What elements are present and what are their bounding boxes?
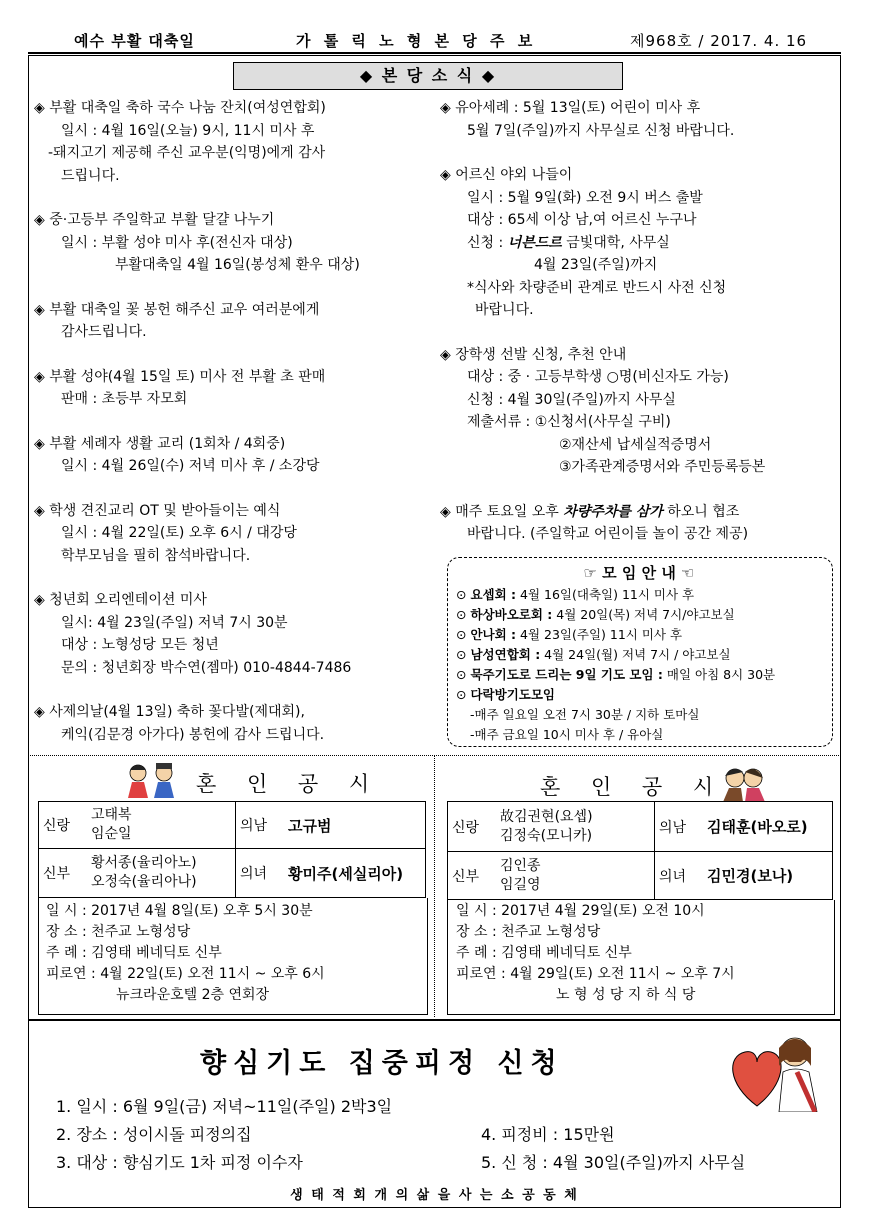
meeting-item	[456, 645, 775, 665]
wedding-left-title: 혼 인 공 시	[196, 772, 382, 796]
news-text: ◈ 매주 토요일 오후	[440, 503, 564, 520]
news-title: ◈ 사제의날(4월 13일) 축하 꽃다발(제대회),	[34, 704, 305, 720]
news-line: 감사드립니다.	[61, 324, 147, 340]
parent-name: 오정숙(율리아나)	[91, 874, 197, 890]
retreat-item-apply: 5. 신 청 : 4월 30일(주일)까지 사무실	[481, 1153, 746, 1172]
bride-parents	[496, 852, 655, 900]
retreat-title: 향심기도 집중피정 신청	[200, 1048, 564, 1079]
bride-name: 황미주(세실리아)	[284, 849, 426, 898]
bride-label: 신부	[448, 852, 497, 900]
news-line: 대상 : 노형성당 모든 청년	[61, 637, 219, 653]
footer-motto: 생 태 적 회 개 의 삶 을 사 는 소 공 동 체	[290, 1188, 579, 1203]
detail-line: 일 시 : 2017년 4월 29일(토) 오전 10시	[456, 903, 705, 919]
handwritten-text: 너븐드르	[507, 234, 562, 251]
news-line: ②재산세 납세실적증명서	[559, 436, 712, 453]
left-news-column	[34, 97, 360, 768]
meeting-item	[456, 605, 775, 625]
meeting-detail: 매일 아침 8시 30분	[662, 667, 776, 682]
meeting-item	[456, 585, 775, 605]
news-text: 신청 :	[467, 234, 508, 251]
detail-line: 피로연 : 4월 22일(토) 오전 11시 ~ 오후 6시	[46, 966, 325, 982]
wedding-left-table	[38, 801, 426, 898]
meeting-detail: 4월 16일(대축일) 11시 미사 후	[516, 587, 695, 602]
couple-kiss-illustration-icon	[719, 764, 769, 802]
news-title	[440, 501, 765, 524]
news-line: 일시 : 4월 26일(수) 저녁 미사 후 / 소강당	[61, 458, 320, 474]
meeting-detail: 4월 24일(월) 저녁 7시 / 야고보실	[540, 647, 731, 662]
header-rule	[28, 52, 841, 54]
header-title: 가 톨 릭 노 형 본 당 주 보	[296, 32, 537, 50]
news-line: 일시 : 부활 성야 미사 후(전신자 대상)	[61, 234, 293, 251]
news-line: 제출서류 : ①신청서(사무실 구비)	[467, 414, 671, 430]
meeting-name: 안나회 :	[470, 627, 517, 642]
groom-label: 신랑	[39, 802, 88, 849]
handwritten-text: 차량주차를 삼가	[563, 503, 663, 520]
parent-name: 고태복	[91, 807, 132, 823]
groom-label: 신랑	[448, 802, 497, 852]
parent-name: 임길영	[500, 876, 541, 893]
news-title: ◈ 어르신 야외 나들이	[440, 167, 573, 183]
bride-name: 김민경(보나)	[703, 852, 833, 900]
parent-name: 임순일	[91, 826, 132, 842]
bride-relation: 의녀	[655, 852, 704, 900]
groom-name: 김태훈(바오로)	[703, 802, 833, 852]
news-item-youth	[34, 589, 360, 679]
parent-name: 김인종	[500, 857, 541, 874]
news-line: 판매 : 초등부 자모회	[61, 391, 188, 407]
news-line: 바랍니다. (주일학교 어린이들 놀이 공간 제공)	[467, 526, 749, 542]
news-item-catechism	[34, 433, 360, 478]
news-text: 하오니 협조	[662, 503, 740, 520]
parent-name: 황서종(율리아노)	[91, 855, 197, 871]
news-title: ◈ 중·고등부 주일학교 부활 달걀 나누기	[34, 212, 275, 228]
news-line: *식사와 차량준비 관계로 반드시 사전 신청	[467, 279, 727, 296]
parent-name: 김정숙(모니카)	[500, 827, 593, 844]
news-line: 부활대축일 4월 16일(봉성체 환우 대상)	[115, 257, 360, 273]
bullet-icon: ⊙	[456, 647, 467, 662]
meeting-detail: 4월 23일(주일) 11시 미사 후	[516, 627, 683, 642]
news-item-confirmation	[34, 500, 360, 568]
news-item-flowers	[34, 299, 360, 344]
news-line: 문의 : 청년회장 박수연(젬마) 010-4844-7486	[61, 659, 352, 676]
news-line	[440, 232, 765, 255]
meeting-sub-line: -매주 일요일 오전 7시 30분 / 지하 토마실	[470, 707, 700, 722]
meeting-name: 묵주기도로 드리는 9일 기도 모임 :	[470, 667, 663, 682]
retreat-item-place: 2. 장소 : 성이시돌 피정의집	[56, 1125, 252, 1144]
news-title: ◈ 부활 세례자 생활 교리 (1회차 / 4회중)	[34, 435, 286, 452]
news-item-candle	[34, 366, 360, 411]
meeting-name: 요셉회 :	[470, 587, 517, 602]
news-line: 일시: 4월 23일(주일) 저녁 7시 30분	[61, 614, 288, 631]
wedding-left-details	[46, 901, 325, 1006]
news-title: ◈ 부활 대축일 꽃 봉헌 해주신 교우 여러분에게	[34, 301, 320, 318]
column-divider	[434, 755, 435, 1017]
news-title: ◈ 학생 견진교리 OT 및 받아들이는 예식	[34, 502, 281, 519]
jesus-heart-illustration-icon	[727, 1026, 829, 1112]
detail-line: 노 형 성 당 지 하 식 당	[556, 987, 696, 1003]
bullet-icon: ⊙	[456, 627, 467, 642]
detail-line: 장 소 : 천주교 노형성당	[456, 924, 601, 940]
news-line: 대상 : 65세 이상 남,여 어르신 누구나	[467, 212, 697, 228]
groom-parents	[87, 802, 236, 849]
parent-name: 故김권현(요셉)	[500, 808, 593, 825]
news-title: ◈ 유아세례 : 5월 13일(토) 어린이 미사 후	[440, 100, 701, 116]
news-item-priest-day	[34, 701, 360, 746]
news-line: 일시 : 5월 9일(화) 오전 9시 버스 출발	[467, 189, 703, 206]
detail-line: 피로연 : 4월 29일(토) 오전 11시 ~ 오후 7시	[456, 966, 735, 982]
section-banner: ◆ 본 당 소 식 ◆	[233, 62, 623, 90]
news-title: ◈ 부활 대축일 축하 국수 나눔 잔치(여성연합회)	[34, 100, 326, 116]
news-item-infant-baptism	[440, 97, 765, 142]
detail-line: 뉴크라운호텔 2층 연회장	[116, 987, 270, 1003]
news-text: 금빛대학, 사무실	[561, 234, 670, 251]
news-line: 일시 : 4월 16일(오늘) 9시, 11시 미사 후	[61, 122, 315, 139]
bride-relation: 의녀	[236, 849, 285, 898]
meeting-name: 다락방기도모임	[470, 687, 555, 702]
groom-name: 고규범	[284, 802, 426, 849]
news-item-noodle	[34, 97, 360, 187]
detail-line: 장 소 : 천주교 노형성당	[46, 924, 191, 940]
bullet-icon: ⊙	[456, 607, 467, 622]
bride-label: 신부	[39, 849, 88, 898]
news-line: 일시 : 4월 22일(토) 오후 6시 / 대강당	[61, 525, 297, 541]
news-line: 4월 23일(주일)까지	[534, 257, 658, 273]
header-feast: 예수 부활 대축일	[74, 32, 195, 50]
news-line: 5월 7일(주일)까지 사무실로 신청 바랍니다.	[467, 122, 735, 139]
retreat-item-date: 1. 일시 : 6월 9일(금) 저녁~11일(주일) 2박3일	[56, 1097, 393, 1116]
news-line: 대상 : 중 · 고등부학생 ○명(비신자도 가능)	[467, 369, 729, 385]
meeting-item	[456, 685, 775, 705]
detail-line: 일 시 : 2017년 4월 8일(토) 오후 5시 30분	[46, 903, 313, 919]
wedding-right-title: 혼 인 공 시	[540, 775, 726, 799]
meetings-list	[456, 585, 775, 745]
meeting-item	[456, 665, 775, 685]
meetings-title: ☞ 모 임 안 내 ☜	[583, 564, 695, 582]
meeting-name: 남성연합회 :	[470, 647, 541, 662]
bride-parents	[87, 849, 236, 898]
news-item-elder-outing	[440, 164, 765, 322]
retreat-item-fee: 4. 피정비 : 15만원	[481, 1125, 615, 1144]
bullet-icon: ⊙	[456, 687, 467, 702]
news-line: 학부모님을 필히 참석바랍니다.	[61, 547, 251, 564]
meeting-item	[456, 625, 775, 645]
bullet-icon: ⊙	[456, 587, 467, 602]
news-item-scholarship	[440, 344, 765, 479]
news-line: -돼지고기 제공해 주신 교우분(익명)에게 감사	[48, 145, 326, 161]
news-line: 드립니다.	[61, 167, 120, 184]
news-line: 신청 : 4월 30일(주일)까지 사무실	[467, 391, 676, 408]
wedding-right-details	[456, 901, 735, 1006]
groom-relation: 의남	[236, 802, 285, 849]
couple-illustration-icon	[122, 762, 180, 798]
news-line: 바랍니다.	[475, 302, 534, 318]
detail-line: 주 례 : 김영태 베네딕토 신부	[456, 945, 632, 961]
news-item-vehicle	[440, 501, 765, 546]
meeting-name: 하상바오로회 :	[470, 607, 553, 622]
retreat-divider	[28, 1019, 841, 1021]
news-item-eggs	[34, 209, 360, 277]
news-title: ◈ 부활 성야(4월 15일 토) 미사 전 부활 초 판매	[34, 368, 326, 385]
news-title: ◈ 청년회 오리엔테이션 미사	[34, 592, 207, 608]
news-line: 케익(김문경 아가다) 봉헌에 감사 드립니다.	[61, 726, 325, 743]
right-news-column	[440, 97, 765, 568]
groom-parents	[496, 802, 655, 852]
bullet-icon: ⊙	[456, 667, 467, 682]
news-line: ③가족관계증명서와 주민등록등본	[559, 459, 766, 475]
groom-relation: 의남	[655, 802, 704, 852]
meeting-sub-line: -매주 금요일 10시 미사 후 / 유아실	[470, 727, 664, 742]
wedding-right-table	[447, 801, 833, 900]
header-issue: 제968호 / 2017. 4. 16	[630, 32, 808, 50]
detail-line: 주 례 : 김영태 베네딕토 신부	[46, 945, 222, 961]
news-title: ◈ 장학생 선발 신청, 추천 안내	[440, 346, 627, 363]
retreat-item-target: 3. 대상 : 향심기도 1차 피정 이수자	[56, 1153, 303, 1172]
meeting-detail: 4월 20일(목) 저녁 7시/야고보실	[552, 607, 735, 622]
